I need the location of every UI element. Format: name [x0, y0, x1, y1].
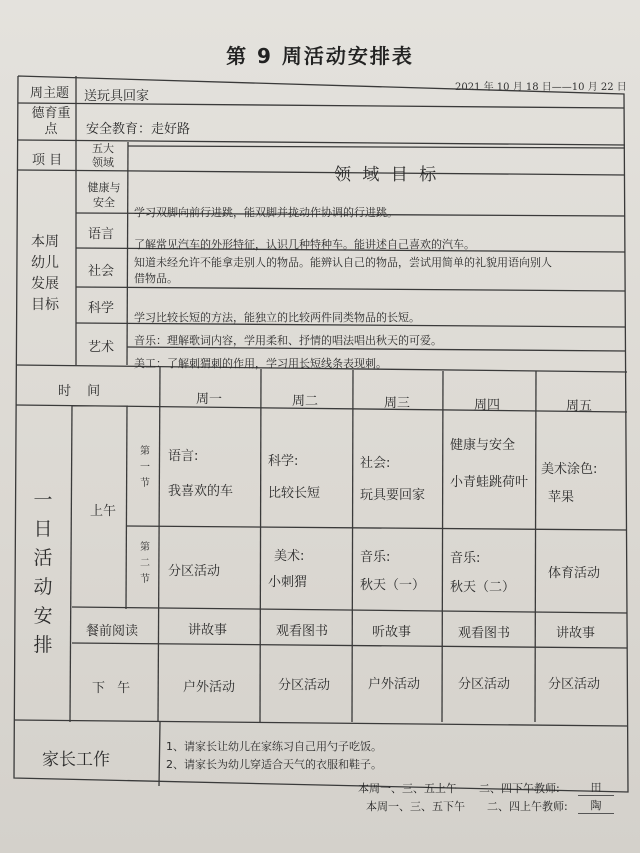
goals-label: 领 域 目 标 — [334, 165, 440, 185]
p1-fri-subject: 美术涂色: — [541, 462, 598, 477]
goal-science: 学习比较长短的方法，能独立的比较两件同类物品的长短。 — [134, 311, 420, 324]
p1-mon-subject: 语言: — [168, 449, 199, 464]
domain-health: 健康与安全 — [87, 181, 121, 209]
p1-mon-activity: 我喜欢的车 — [168, 484, 234, 499]
period1-label: 第一节 — [140, 446, 150, 489]
p1-thu-subject: 健康与安全 — [450, 438, 516, 453]
reading-tue: 观看图书 — [276, 624, 329, 639]
p2-thu-subject: 音乐: — [450, 551, 481, 566]
p1-tue-subject: 科学: — [268, 454, 299, 469]
goal-art-music: 音乐：理解歌词内容，学用柔和、抒情的唱法唱出秋天的可爱。 — [134, 334, 442, 347]
teacher-line-2: 本周一、三、五下午 二、四上午教师: — [366, 800, 568, 813]
p2-tue-activity: 小刺猬 — [268, 575, 308, 590]
domain-art: 艺术 — [88, 340, 115, 355]
domain-science: 科学 — [88, 301, 115, 316]
goal-society-line2: 借物品。 — [134, 272, 178, 285]
goal-health: 学习双脚向前行进跳，能双脚并拢动作协调的行进跳。 — [134, 206, 398, 219]
day-monday: 周一 — [196, 392, 223, 407]
afternoon-tue: 分区活动 — [278, 678, 331, 693]
reading-mon: 讲故事 — [188, 623, 228, 638]
day-friday: 周五 — [566, 399, 593, 414]
day-wednesday: 周三 — [384, 396, 411, 411]
teacher-line-1: 本周一、三、五上午 二、四下午教师: — [358, 782, 560, 795]
p1-wed-subject: 社会: — [360, 456, 391, 471]
time-label: 时 间 — [58, 384, 107, 399]
domains-label: 五大领域 — [92, 142, 114, 169]
reading-fri: 讲故事 — [556, 626, 596, 641]
item-label: 项 目 — [32, 153, 63, 168]
goal-art-craft: 美工：了解刺猬刺的作用，学习用长短线条表现刺。 — [134, 357, 387, 370]
afternoon-mon: 户外活动 — [183, 680, 236, 695]
parents-item-1: 1、请家长让幼儿在家练习自己用勺子吃饭。 — [166, 740, 382, 753]
p2-fri-activity: 体育活动 — [548, 566, 601, 581]
p1-thu-activity: 小青蛙跳荷叶 — [450, 475, 529, 490]
p1-tue-activity: 比较长短 — [268, 486, 321, 501]
p2-wed-activity: 秋天（一） — [360, 578, 426, 593]
reading-label: 餐前阅读 — [86, 624, 139, 639]
theme-label: 周主题 — [30, 86, 70, 101]
moral-value: 安全教育：走好路 — [86, 122, 191, 137]
development-label: 本周幼儿发展目标 — [31, 234, 59, 313]
daily-schedule-label: 一日活动安排 — [33, 489, 53, 656]
period2-label: 第二节 — [140, 542, 150, 585]
goal-society-line1: 知道未经允许不能拿走别人的物品。能辨认自己的物品，尝试用简单的礼貌用语向别人 — [134, 256, 552, 269]
day-thursday: 周四 — [474, 398, 501, 413]
teacher-name-2: 陶 — [578, 797, 614, 814]
p2-thu-activity: 秋天（二） — [450, 580, 516, 595]
afternoon-wed: 户外活动 — [368, 677, 421, 692]
afternoon-fri: 分区活动 — [548, 677, 601, 692]
date-range: 2021 年 10 月 18 日——10 月 22 日 — [455, 82, 627, 93]
day-tuesday: 周二 — [292, 394, 319, 409]
afternoon-thu: 分区活动 — [458, 677, 511, 692]
p2-mon-activity: 分区活动 — [168, 564, 221, 579]
page-title: 第 9 周活动安排表 — [226, 44, 414, 68]
domain-society: 社会 — [88, 264, 115, 279]
theme-value: 送玩具回家 — [84, 89, 150, 104]
morning-label: 上午 — [90, 504, 117, 519]
p2-tue-subject: 美术: — [274, 549, 305, 564]
domain-language: 语言 — [88, 227, 115, 242]
p1-fri-activity: 苹果 — [548, 490, 575, 505]
parents-label: 家长工作 — [42, 750, 110, 770]
moral-label: 德育重点 — [31, 106, 71, 137]
reading-wed: 听故事 — [372, 625, 412, 640]
goal-language: 了解常见汽车的外形特征，认识几种特种车。能讲述自己喜欢的汽车。 — [134, 238, 475, 251]
reading-thu: 观看图书 — [458, 626, 511, 641]
p1-wed-activity: 玩具要回家 — [360, 488, 426, 503]
p2-wed-subject: 音乐: — [360, 550, 391, 565]
teacher-name-1: 田 — [578, 779, 614, 796]
afternoon-label: 下 午 — [92, 681, 135, 696]
parents-item-2: 2、请家长为幼儿穿适合天气的衣服和鞋子。 — [166, 758, 382, 771]
